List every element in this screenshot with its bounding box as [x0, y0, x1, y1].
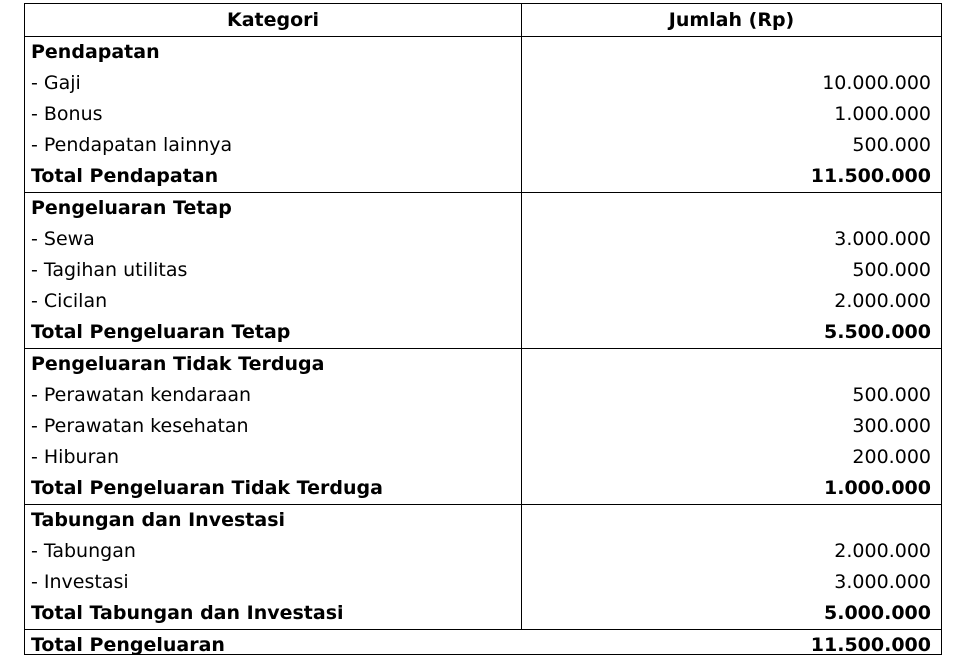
total-label: Total Pengeluaran Tetap	[25, 317, 522, 348]
grand-total-amount: 11.500.000	[810, 634, 931, 656]
table-row	[25, 567, 941, 598]
total-label: Total Tabungan dan Investasi	[25, 598, 522, 629]
table-row	[25, 411, 941, 442]
item-amount: 500.000	[852, 259, 931, 281]
section-title-amount	[522, 505, 941, 536]
total-amount: 11.500.000	[810, 165, 931, 187]
table-row	[25, 286, 941, 317]
item-amount: 200.000	[852, 446, 931, 468]
table-row	[25, 442, 941, 473]
item-amount: 10.000.000	[822, 72, 931, 94]
item-label: - Pendapatan lainnya	[25, 130, 522, 161]
item-label: - Bonus	[25, 99, 522, 130]
item-label: - Perawatan kendaraan	[25, 380, 522, 411]
section-total-row	[25, 317, 941, 349]
item-label: - Investasi	[25, 567, 522, 598]
item-label: - Gaji	[25, 68, 522, 99]
table-row	[25, 224, 941, 255]
grand-total-label: Total Pengeluaran	[31, 634, 225, 656]
table-row	[25, 68, 941, 99]
table-row	[25, 130, 941, 161]
section-title-amount	[522, 193, 941, 224]
section-total-row	[25, 161, 941, 193]
section-total-row	[25, 598, 941, 630]
item-amount: 2.000.000	[834, 290, 931, 312]
section-title: Pengeluaran Tetap	[25, 193, 522, 224]
item-amount: 500.000	[852, 134, 931, 156]
item-amount: 300.000	[852, 415, 931, 437]
budget-table	[24, 3, 942, 655]
section-title-row	[25, 193, 941, 224]
table-row	[25, 99, 941, 130]
item-label: - Sewa	[25, 224, 522, 255]
item-label: - Cicilan	[25, 286, 522, 317]
section-title-row	[25, 349, 941, 380]
item-label: - Hiburan	[25, 442, 522, 473]
section-title: Tabungan dan Investasi	[25, 505, 522, 536]
item-label: - Tagihan utilitas	[25, 255, 522, 286]
section-total-row	[25, 473, 941, 505]
item-amount: 3.000.000	[834, 228, 931, 250]
table-row	[25, 380, 941, 411]
table-row	[25, 536, 941, 567]
table-row	[25, 255, 941, 286]
section-title-row	[25, 505, 941, 536]
item-amount: 1.000.000	[834, 103, 931, 125]
grand-total-row	[25, 630, 941, 661]
item-amount: 3.000.000	[834, 571, 931, 593]
item-label: - Perawatan kesehatan	[25, 411, 522, 442]
table-header-row	[25, 4, 941, 37]
total-label: Total Pengeluaran Tidak Terduga	[25, 473, 522, 504]
section-title: Pendapatan	[25, 37, 522, 68]
section-title-amount	[522, 37, 941, 68]
item-label: - Tabungan	[25, 536, 522, 567]
section-title-row	[25, 37, 941, 68]
section-title: Pengeluaran Tidak Terduga	[25, 349, 522, 380]
item-amount: 2.000.000	[834, 540, 931, 562]
item-amount: 500.000	[852, 384, 931, 406]
section-title-amount	[522, 349, 941, 380]
header-category: Kategori	[25, 4, 522, 36]
total-amount: 1.000.000	[824, 477, 931, 499]
total-amount: 5.000.000	[824, 602, 931, 624]
total-label: Total Pendapatan	[25, 161, 522, 192]
total-amount: 5.500.000	[824, 321, 931, 343]
header-amount: Jumlah (Rp)	[668, 8, 795, 31]
